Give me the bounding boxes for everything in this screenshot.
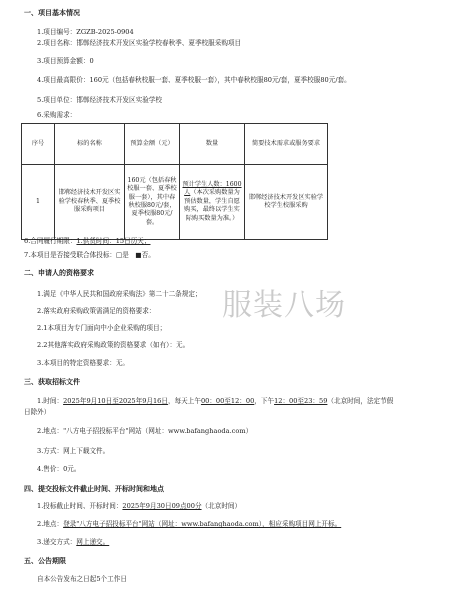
procurement-requirement-label: 6.采购需求：	[37, 111, 77, 119]
cell-name: 邯郸经济技术开发区实验学校春秋季、夏季校服采购项目	[55, 165, 125, 240]
acquisition-morning-label: ，每天上午	[167, 397, 201, 405]
announcement-period: 自本公告发布之日起5个工作日	[37, 575, 127, 583]
acquisition-time-label: 1.时间：	[37, 397, 64, 405]
acquisition-time-note: （北京时间，法定节假	[327, 397, 394, 405]
contract-period	[24, 237, 150, 246]
acquisition-date-range: 2025年9月10日至2025年9月16日	[63, 397, 168, 405]
quantity-estimate: 预计学生人数：1600人	[182, 180, 242, 197]
acquisition-location: 2.地点："八方电子招投标平台"网站（网址：www.bafanghaoda.com）	[37, 427, 253, 435]
deadline-value: 2025年9月30日09点00分	[122, 502, 202, 510]
procurement-table	[21, 123, 328, 240]
cell-index: 1	[22, 165, 55, 240]
qualification-2-1: 2.1本项目为专门面向中小企业采购的项目；	[37, 324, 167, 332]
acquisition-time-continued: 日除外）	[24, 408, 51, 416]
qualification-2: 2.落实政府采购政策需满足的资格要求：	[37, 307, 156, 315]
acquisition-price: 4.售价：0元。	[37, 465, 81, 473]
acquisition-afternoon-label: ，下午	[254, 397, 275, 405]
bid-location-value: 登录"八方电子招投标平台"网站（网址：www.bafanghaoda.com），相应采购项目网上开标。	[63, 520, 342, 528]
consortium-bid: 7.本项目是否接受联合体投标：□是 ■否。	[24, 251, 155, 259]
contract-period-value: 1.供货时间：15日历天；	[76, 237, 151, 245]
submission-method-label: 3.递交方式：	[37, 538, 77, 546]
submission-method-value: 网上递交。	[76, 538, 110, 546]
deadline-label: 1.投标截止时间、开标时间：	[37, 502, 123, 510]
acquisition-method: 3.方式：网上下载文件。	[37, 447, 110, 455]
table-header-row	[22, 124, 328, 165]
max-price: 4.项目最高限价：160元（包括春秋校服一套、夏季校服一套），其中春秋校服80元/套，夏季校服80元/套。	[37, 76, 351, 84]
col-header-index: 序号	[22, 124, 55, 165]
project-name: 2.项目名称：邯郸经济技术开发区实验学校春秋季、夏季校服采购项目	[37, 39, 242, 47]
col-header-budget: 预算金额（元）	[125, 124, 180, 165]
deadline	[37, 502, 241, 511]
cell-quantity	[180, 165, 245, 240]
table-row	[22, 165, 328, 240]
deadline-note: （北京时间）	[201, 502, 242, 510]
section-3-heading: 三、获取招标文件	[24, 377, 80, 386]
section-4-heading: 四、提交投标文件截止时间、开标时间和地点	[24, 484, 164, 493]
project-budget: 3.项目预算金额：0	[37, 57, 94, 65]
project-unit: 5.项目单位：邯郸经济技术开发区实验学校	[37, 96, 162, 104]
bid-location-label: 2.地点：	[37, 520, 64, 528]
section-5-heading: 五、公告期限	[24, 556, 66, 565]
acquisition-time	[37, 397, 393, 406]
acquisition-morning-hours: 00：00至12：00	[200, 397, 255, 405]
col-header-quantity: 数量	[180, 124, 245, 165]
section-1-heading: 一、项目基本情况	[24, 8, 80, 17]
project-number: 1.项目编号：ZGZB-2025-0904	[37, 28, 134, 36]
bid-location	[37, 520, 341, 529]
section-2-heading: 二、申请人的资格要求	[24, 268, 94, 277]
acquisition-afternoon-hours: 12：00至23：59	[274, 397, 328, 405]
col-header-name: 标的名称	[55, 124, 125, 165]
qualification-2-2: 2.2其他落实政府采购政策的资格要求（如有）：无。	[37, 341, 190, 349]
watermark: 服装八场	[222, 288, 346, 323]
col-header-requirement: 简要技术需求或服务要求	[245, 124, 328, 165]
cell-requirement: 邯郸经济技术开发区实验学校学生校服采购	[245, 165, 328, 240]
qualification-3: 3.本项目的特定资格要求：无。	[37, 359, 130, 367]
contract-period-label: 6.合同履行期限：	[24, 237, 77, 245]
submission-method	[37, 538, 109, 547]
qualification-1: 1.满足《中华人民共和国政府采购法》第二十二条规定；	[37, 290, 202, 298]
cell-budget: 160元（包括春秋校服一套、夏季校服一套），其中春秋校服80元/套，夏季校服80元/套。	[125, 165, 180, 240]
quantity-note: （本次采购数量为预估数量，学生自愿购买，最终以学生实际购买数量为准。）	[184, 189, 240, 222]
